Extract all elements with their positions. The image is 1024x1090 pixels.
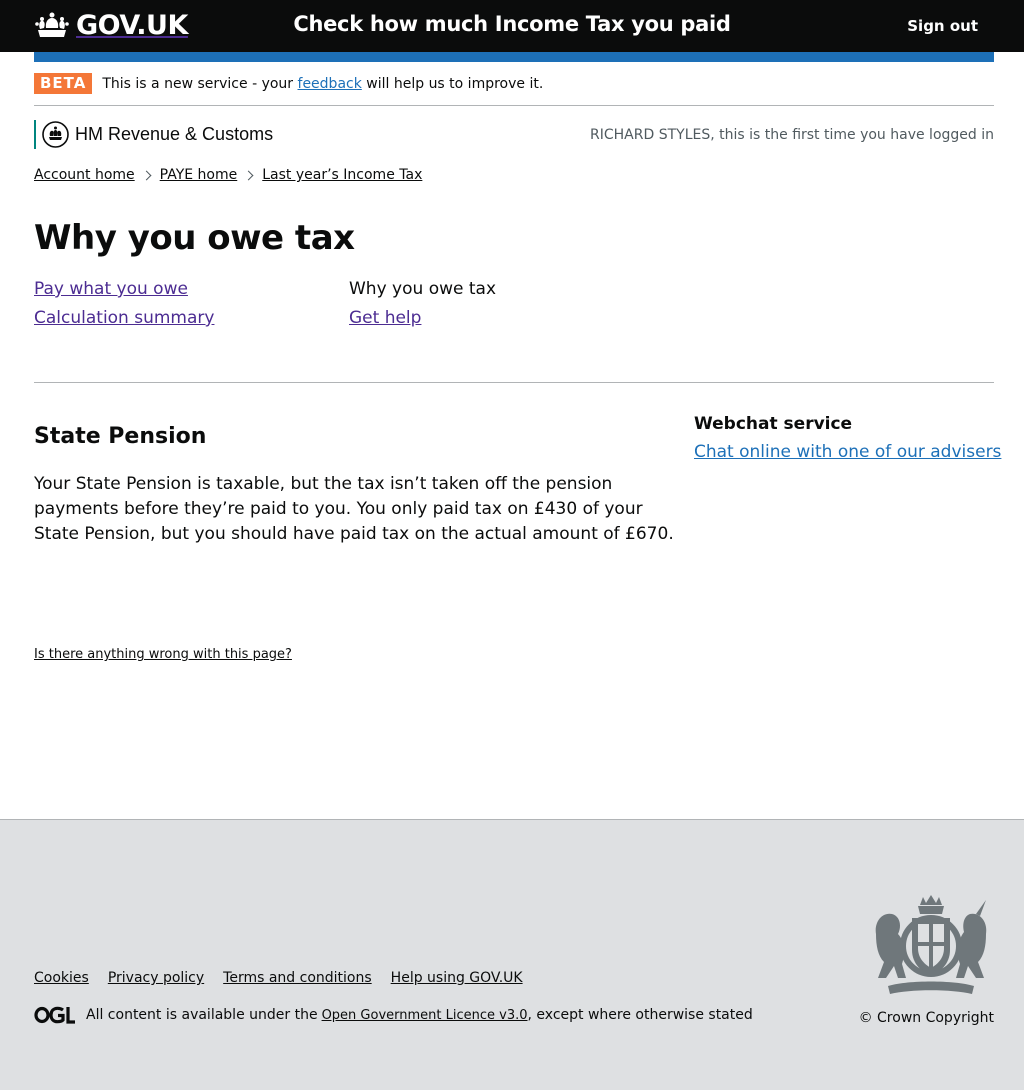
licence-text-before: All content is available under the — [86, 1007, 318, 1023]
section-divider — [34, 382, 994, 383]
beta-text-after: will help us to improve it. — [366, 75, 544, 92]
footer-links — [34, 970, 523, 986]
govuk-logo-text: GOV.UK — [76, 10, 188, 41]
beta-banner — [34, 73, 543, 94]
subnav-pay-what-you-owe[interactable]: Pay what you owe — [34, 279, 188, 299]
chevron-right-icon — [141, 170, 151, 180]
subnav-calculation-summary[interactable]: Calculation summary — [34, 308, 215, 328]
state-pension-explanation: Your State Pension is taxable, but the tax isn’t taken off the pension payments before they’re paid to you. You only paid tax on £430 of your State Pension, but you should have paid tax on the actual amount of £670. — [34, 474, 674, 544]
state-pension-heading: State Pension — [34, 424, 207, 449]
footer — [0, 819, 1024, 1090]
webchat-link[interactable]: Chat online with one of our advisers — [694, 442, 1002, 462]
service-name[interactable]: Check how much Income Tax you paid — [293, 12, 731, 36]
footer-link-cookies[interactable]: Cookies — [34, 970, 89, 986]
beta-divider — [34, 105, 994, 106]
breadcrumb — [34, 167, 422, 183]
govuk-header — [0, 0, 1024, 52]
feedback-link[interactable]: feedback — [297, 75, 362, 92]
breadcrumb-account-home[interactable]: Account home — [34, 167, 135, 183]
logged-in-message: RICHARD STYLES, this is the first time you have logged in — [590, 127, 994, 143]
footer-link-help-using-govuk[interactable]: Help using GOV.UK — [390, 970, 523, 986]
subnav-get-help[interactable]: Get help — [349, 308, 422, 328]
webchat-heading: Webchat service — [694, 414, 853, 434]
report-problem-link[interactable]: Is there anything wrong with this page? — [34, 647, 292, 662]
breadcrumb-last-years-income-tax[interactable]: Last year’s Income Tax — [262, 167, 423, 183]
breadcrumb-paye-home[interactable]: PAYE home — [159, 167, 238, 183]
subnav-why-you-owe-tax-current: Why you owe tax — [349, 279, 496, 299]
beta-tag: BETA — [34, 73, 92, 94]
header-accent-bar — [34, 52, 994, 62]
ogl-icon — [34, 1006, 76, 1024]
licence-statement — [34, 1006, 753, 1024]
hmrc-organisation — [34, 120, 273, 149]
hmrc-name: HM Revenue & Customs — [75, 124, 274, 144]
royal-coat-of-arms — [868, 894, 994, 998]
webchat-sidebar — [694, 414, 1001, 462]
page-title: Why you owe tax — [34, 218, 355, 258]
footer-link-terms-and-conditions[interactable]: Terms and conditions — [223, 970, 372, 986]
beta-text-before: This is a new service - your — [102, 75, 294, 92]
licence-text-after: , except where otherwise stated — [527, 1007, 753, 1023]
sign-out-link[interactable]: Sign out — [907, 17, 978, 35]
footer-link-privacy-policy[interactable]: Privacy policy — [107, 970, 205, 986]
crown-copyright[interactable]: © Crown Copyright — [858, 1010, 994, 1026]
beta-message — [102, 76, 543, 92]
hmrc-crest-icon — [42, 121, 69, 148]
open-government-licence-link[interactable]: Open Government Licence v3.0 — [321, 1008, 528, 1023]
page-subnav — [34, 279, 674, 328]
chevron-right-icon — [244, 170, 254, 180]
